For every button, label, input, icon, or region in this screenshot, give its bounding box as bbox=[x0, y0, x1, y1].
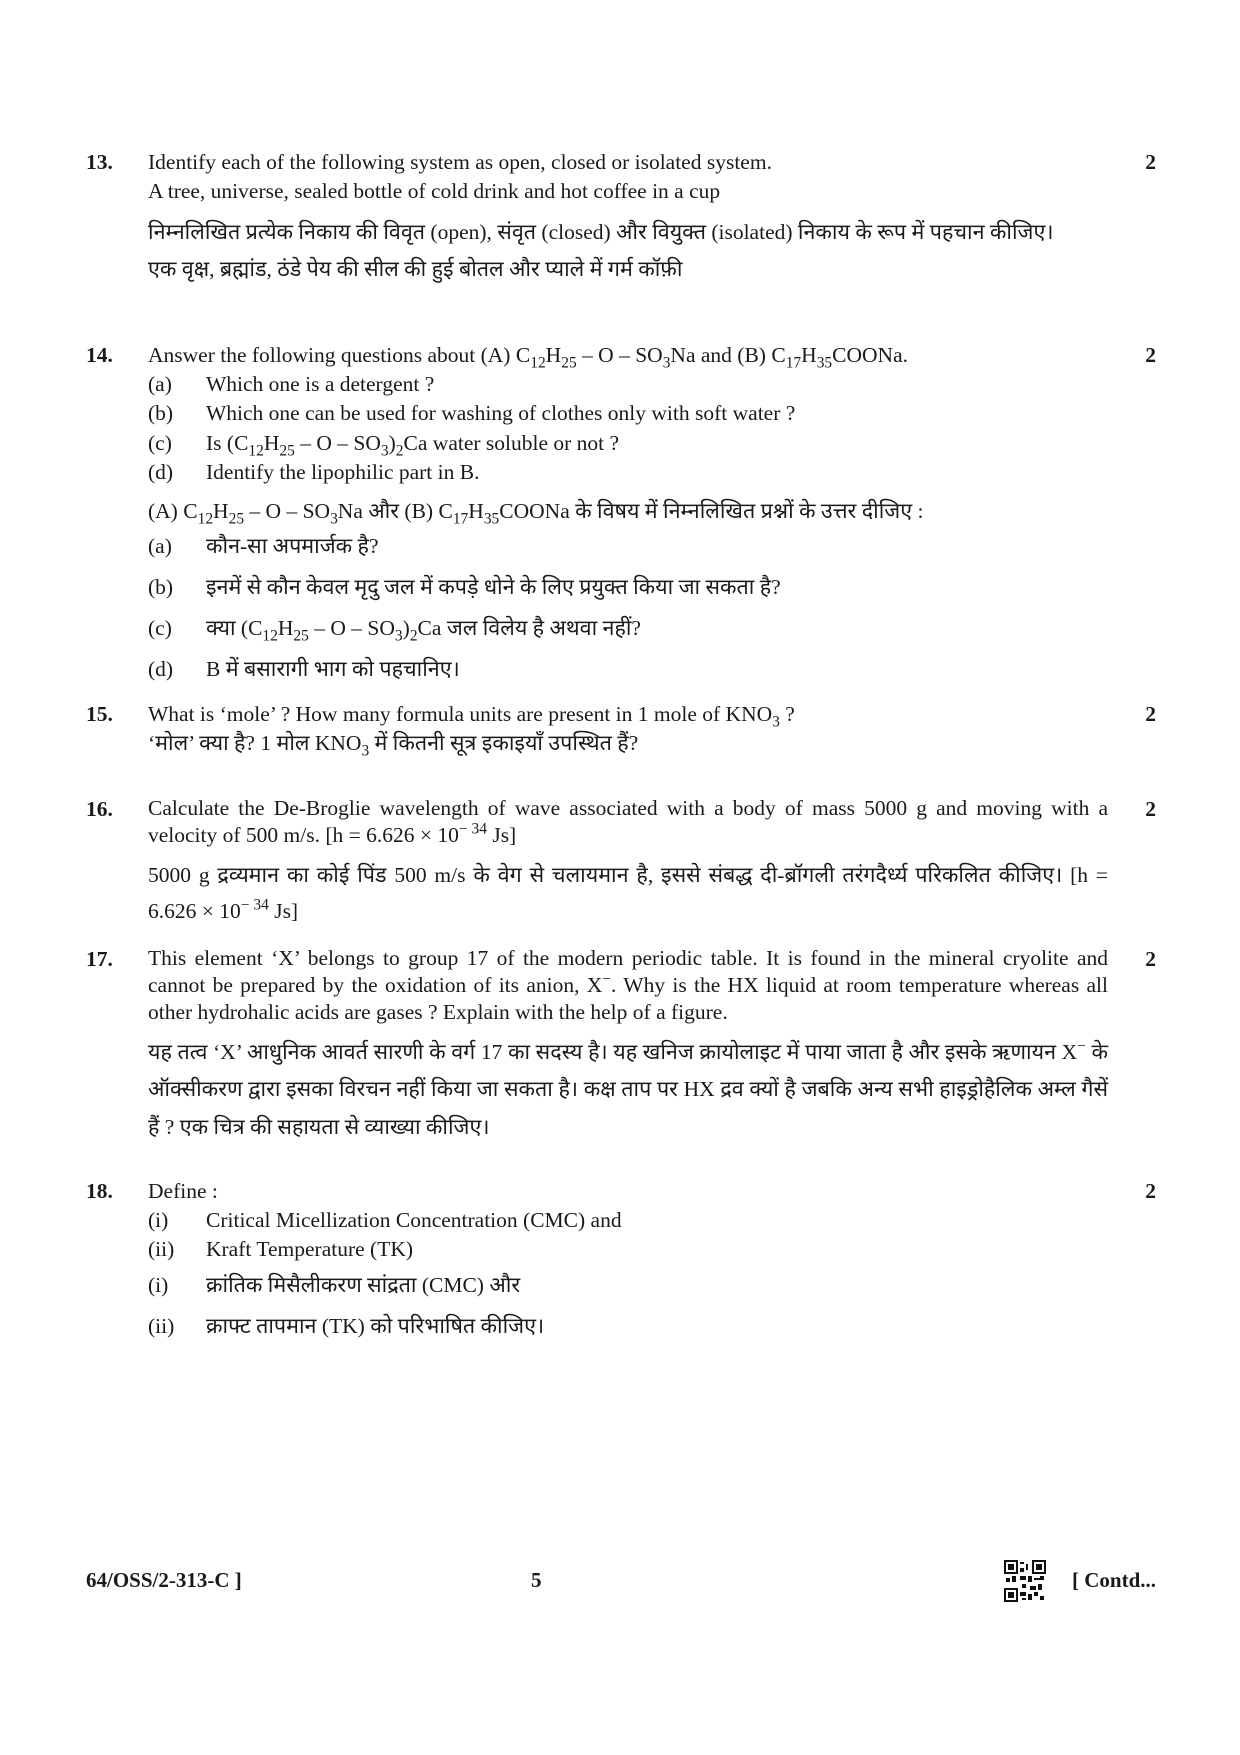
question-13 bbox=[86, 148, 1156, 284]
option-a-hi: (a) कौन-सा अपमार्जक है? bbox=[148, 534, 379, 559]
question-text-en: Define : bbox=[148, 1179, 218, 1203]
option-c-hi: (c) क्या ($C_{12}H_{25}$ – O – $SO_3)_2Ca$ जल विलेय है अथवा नहीं? bbox=[148, 616, 641, 645]
question-marks: 2 bbox=[1145, 150, 1156, 174]
question-14 bbox=[86, 341, 1156, 690]
question-number: 16. bbox=[86, 797, 113, 821]
question-18 bbox=[86, 1177, 1156, 1346]
question-number: 17. bbox=[86, 947, 113, 971]
question-text-en: What is ‘mole’ ? How many formula units are present in 1 mole of $KNO_3$ ? bbox=[148, 702, 795, 731]
question-marks: 2 bbox=[1145, 702, 1156, 726]
option-i-hi: (i) क्रांतिक मिसैलीकरण सांद्रता (CMC) और bbox=[148, 1272, 521, 1297]
question-text-en: This element ‘X’ belongs to group 17 of the modern periodic table. It is found in the mineral cryolite and cannot be prepared by the oxidation of its anion, X−. Why is the HX liquid at room temperature whereas all other hydrohalic acids are gases ? Explain with the help of a figure. bbox=[148, 946, 1109, 1024]
question-marks: 2 bbox=[1145, 797, 1156, 821]
question-number: 13. bbox=[86, 150, 113, 174]
question-15 bbox=[86, 700, 1156, 758]
question-marks: 2 bbox=[1145, 343, 1156, 367]
option-a: (a) Which one is a detergent ? bbox=[148, 372, 435, 397]
question-text-hi: एक वृक्ष, ब्रह्मांड, ठंडे पेय की सील की हुई बोतल और प्याले में गर्म कॉफ़ी bbox=[148, 257, 683, 282]
option-ii-hi: (ii) क्राफ्ट तापमान (TK) को परिभाषित कीजिए। bbox=[148, 1313, 545, 1338]
question-text-hi: निम्नलिखित प्रत्येक निकाय की विवृत (open), संवृत (closed) और वियुक्त (isolated) निकाय के रूप में पहचान कीजिए। bbox=[148, 220, 1054, 245]
page-footer bbox=[86, 1560, 1156, 1620]
qr-code-icon bbox=[1004, 1560, 1046, 1602]
option-b: (b) Which one can be used for washing of clothes only with soft water ? bbox=[148, 401, 796, 426]
question-text-en: Identify each of the following system as open, closed or isolated system. bbox=[148, 150, 772, 174]
question-text-hi: 5000 g द्रव्यमान का कोई पिंड 500 m/s के वेग से चलायमान है, इससे संबद्ध दी-ब्रॉगली तरंगदैर्ध्य परिकलित कीजिए। [$h = 6.626 \times 10^{- 34}$ Js] bbox=[148, 862, 1108, 924]
question-text-en: A tree, universe, sealed bottle of cold drink and hot coffee in a cup bbox=[148, 179, 721, 204]
question-text-hi: ‘मोल’ क्या है? 1 मोल $KNO_3$ में कितनी सूत्र इकाइयाँ उपस्थित हैं? bbox=[148, 731, 639, 760]
question-marks: 2 bbox=[1145, 947, 1156, 971]
option-i: (i) Critical Micellization Concentration (CMC) and bbox=[148, 1208, 622, 1233]
question-marks: 2 bbox=[1145, 1179, 1156, 1203]
option-ii: (ii) Kraft Temperature (TK) bbox=[148, 1237, 414, 1262]
question-text-hi: यह तत्व ‘X’ आधुनिक आवर्त सारणी के वर्ग 17 का सदस्य है। यह खनिज क्रायोलाइट में पाया जाता है और इसके ऋणायन X− के ऑक्सीकरण द्वारा इसका विरचन नहीं किया जा सकता है। कक्ष ताप पर HX द्रव क्यों है जबकि अन्य सभी हाइड्रोहैलिक अम्ल गैसें हैं ? एक चित्र की सहायता से व्याख्या कीजिए। bbox=[148, 1037, 1108, 1139]
continued-label: [ Contd... bbox=[1071, 1568, 1156, 1592]
question-number: 14. bbox=[86, 343, 113, 367]
question-text-en: Answer the following questions about (A) $C_{12}H_{25}$ – O – $SO_3Na$ and (B) $C_{17}H_{35}COONa$. bbox=[148, 343, 908, 372]
paper-code: 64/OSS/2-313-C ] bbox=[86, 1568, 242, 1592]
question-number: 18. bbox=[86, 1179, 113, 1203]
question-16 bbox=[86, 795, 1156, 930]
page-number: 5 bbox=[531, 1568, 542, 1592]
option-d: (d) Identify the lipophilic part in B. bbox=[148, 459, 480, 484]
question-number: 15. bbox=[86, 702, 113, 726]
question-17 bbox=[86, 945, 1156, 1147]
option-c: (c) Is ($C_{12}H_{25}$ – O – $SO_3)_2Ca$ water soluble or not ? bbox=[148, 430, 620, 460]
question-text-hi: (A) $C_{12}H_{25}$ – O – $SO_3Na$ और (B) $C_{17}H_{35}COONa$ के विषय में निम्नलिखित प्रश्नों के उत्तर दीजिए : bbox=[148, 499, 924, 528]
option-b-hi: (b) इनमें से कौन केवल मृदु जल में कपड़े धोने के लिए प्रयुक्त किया जा सकता है? bbox=[148, 575, 781, 600]
option-d-hi: (d) B में बसारागी भाग को पहचानिए। bbox=[148, 656, 460, 681]
question-text-en: Calculate the De-Broglie wavelength of wave associated with a body of mass 5000 g and moving with a velocity of 500 m/s. [$h = 6.626 \times 10^{- 34}$ Js] bbox=[148, 796, 1108, 847]
